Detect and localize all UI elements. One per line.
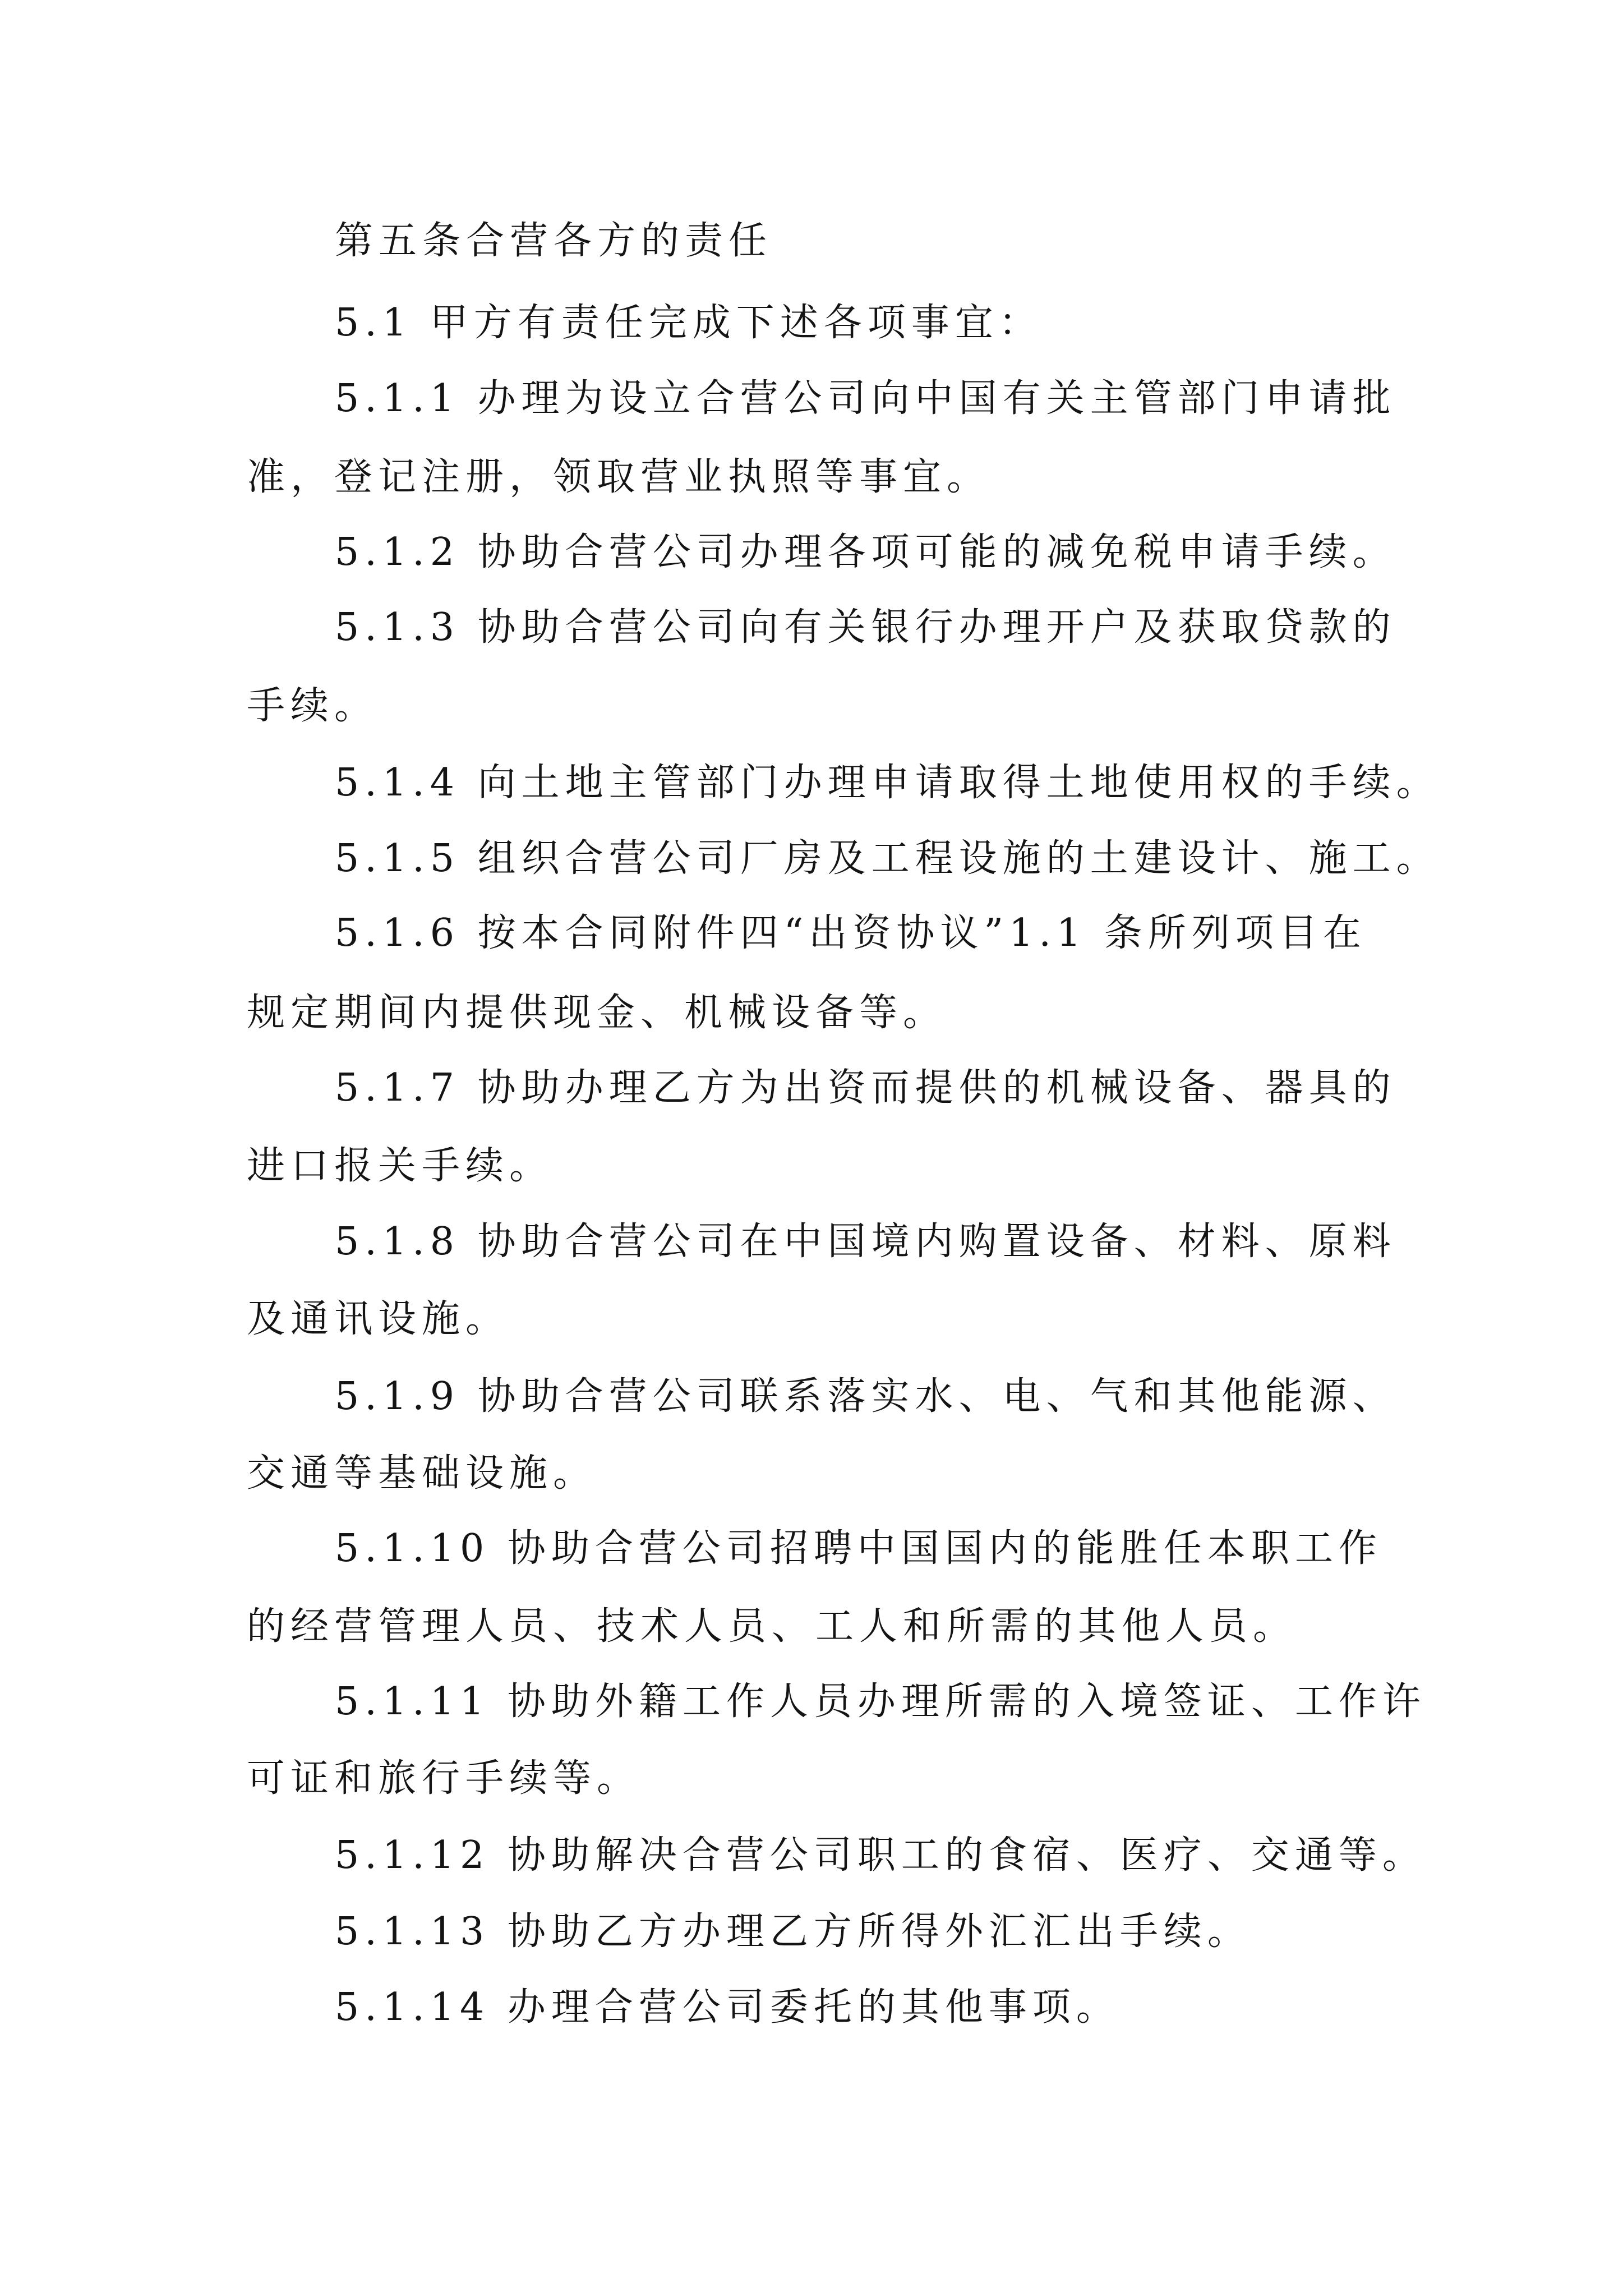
clause-5-1-9-line2: 交通等基础设施。: [247, 1451, 597, 1496]
clause-5-1-2-line1: 5.1.2 协助合营公司办理各项可能的减免税申请手续。: [335, 530, 1396, 574]
clause-5-1-4-line1: 5.1.4 向土地主管部门办理申请取得土地使用权的手续。: [335, 761, 1440, 805]
article-heading: 第五条合营各方的责任: [335, 219, 773, 263]
clause-5-1-1-line1: 5.1.1 办理为设立合营公司向中国有关主管部门申请批: [335, 376, 1396, 421]
clause-5-1-14-line1: 5.1.14 办理合营公司委托的其他事项。: [335, 1985, 1120, 2030]
clause-5-1-5-line1: 5.1.5 组织合营公司厂房及工程设施的土建设计、施工。: [335, 836, 1440, 881]
clause-5-1-12-line1: 5.1.12 协助解决合营公司职工的食宿、医疗、交通等。: [335, 1833, 1426, 1878]
clause-5-1-8-line1: 5.1.8 协助合营公司在中国境内购置设备、材料、原料: [335, 1220, 1396, 1264]
clause-5-1-9-line1: 5.1.9 协助合营公司联系落实水、电、气和其他能源、: [335, 1374, 1396, 1419]
clause-5-1-11-line1: 5.1.11 协助外籍工作人员办理所需的入境签证、工作许: [335, 1680, 1426, 1724]
clause-5-1-10-line1: 5.1.10 协助合营公司招聘中国国内的能胜任本职工作: [335, 1526, 1382, 1571]
clause-5-1-7-line2: 进口报关手续。: [247, 1144, 554, 1188]
clause-5-1-8-line2: 及通讯设施。: [247, 1297, 510, 1341]
clause-5-1-6-line1: 5.1.6 按本合同附件四“出资协议”1.1 条所列项目在: [335, 911, 1367, 955]
clause-5-1-11-line2: 可证和旅行手续等。: [247, 1756, 641, 1801]
clause-5-1-3-line2: 手续。: [247, 684, 379, 728]
clause-5-1-6-line2: 规定期间内提供现金、机械设备等。: [247, 991, 947, 1035]
clause-5-1-10-line2: 的经营管理人员、技术人员、工人和所需的其他人员。: [247, 1604, 1297, 1649]
clause-5-1-3-line1: 5.1.3 协助合营公司向有关银行办理开户及获取贷款的: [335, 605, 1396, 650]
clause-5-1-13-line1: 5.1.13 协助乙方办理乙方所得外汇汇出手续。: [335, 1910, 1251, 1954]
clause-5-1-1-line2: 准，登记注册，领取营业执照等事宜。: [247, 455, 991, 499]
section-intro: 5.1 甲方有责任完成下述各项事宜：: [335, 301, 1043, 345]
clause-5-1-7-line1: 5.1.7 协助办理乙方为出资而提供的机械设备、器具的: [335, 1066, 1396, 1110]
